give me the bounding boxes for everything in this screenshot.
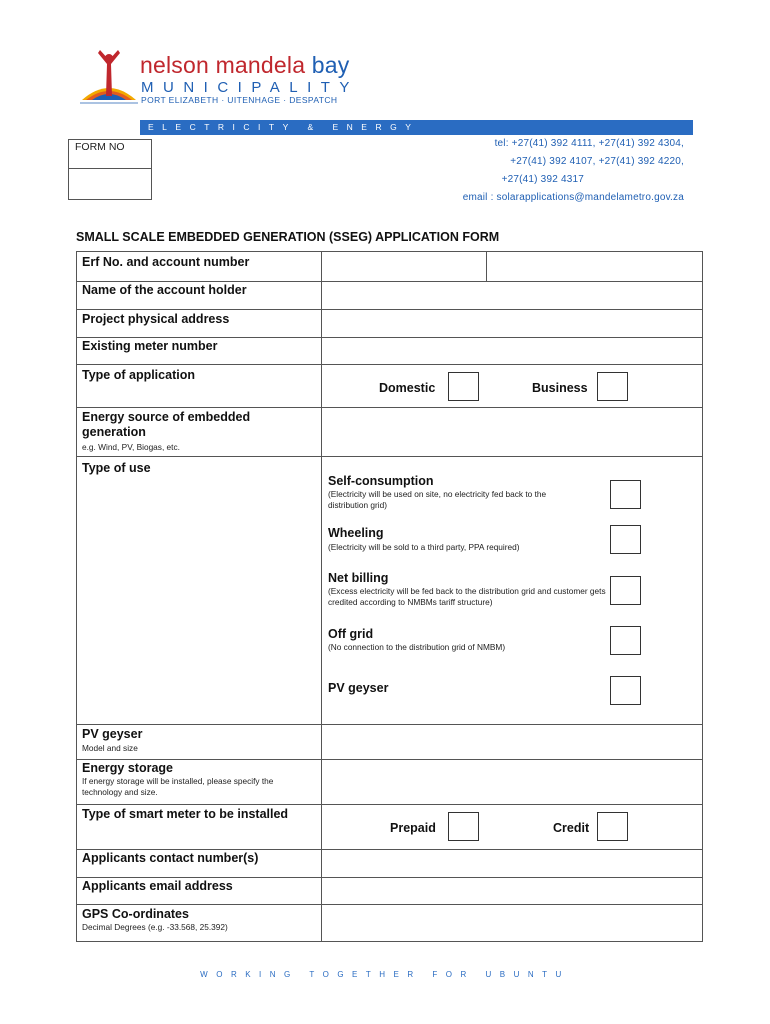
form-title: SMALL SCALE EMBEDDED GENERATION (SSEG) APPLICATION FORM xyxy=(76,230,500,244)
account-holder-field[interactable] xyxy=(322,282,702,308)
pv-geyser-field[interactable] xyxy=(322,725,702,758)
contact-number-field[interactable] xyxy=(322,850,702,876)
erf-number-field[interactable] xyxy=(322,253,485,280)
energy-source-hint: e.g. Wind, PV, Biogas, etc. xyxy=(82,442,180,452)
project-address-label: Project physical address xyxy=(82,312,230,326)
logo-wordmark-b: bay xyxy=(311,52,350,78)
logo-municipality: MUNICIPALITY xyxy=(141,79,359,96)
type-use-label: Type of use xyxy=(82,461,151,475)
gps-field[interactable] xyxy=(322,905,702,940)
department-label: ELECTRICITY & ENERGY xyxy=(148,122,420,132)
email-address-field[interactable] xyxy=(322,878,702,903)
pv-geyser-use-title: PV geyser xyxy=(328,681,389,695)
form-no-box xyxy=(68,139,152,200)
business-label: Business xyxy=(532,381,588,395)
business-checkbox[interactable] xyxy=(597,372,628,401)
energy-source-field[interactable] xyxy=(322,408,702,455)
contact-tel-2: +27(41) 392 4107, +27(41) 392 4220, xyxy=(510,156,684,167)
email-address-label: Applicants email address xyxy=(82,879,233,893)
wheeling-desc: (Electricity will be sold to a third party, PPA required) xyxy=(328,542,520,552)
municipality-logo-emblem xyxy=(78,48,140,106)
footer-slogan: WORKING TOGETHER FOR UBUNTU xyxy=(200,970,570,979)
contact-number-label: Applicants contact number(s) xyxy=(82,851,259,865)
wheeling-title: Wheeling xyxy=(328,526,384,540)
credit-label: Credit xyxy=(553,821,590,835)
logo-wordmark xyxy=(140,52,349,79)
gps-label: GPS Co-ordinates xyxy=(82,907,189,921)
pv-geyser-use-checkbox[interactable] xyxy=(610,676,641,705)
gps-hint: Decimal Degrees (e.g. -33.568, 25.392) xyxy=(82,922,228,932)
account-holder-label: Name of the account holder xyxy=(82,283,247,297)
energy-storage-field[interactable] xyxy=(322,760,702,803)
type-application-label: Type of application xyxy=(82,368,195,382)
credit-checkbox[interactable] xyxy=(597,812,628,841)
application-form-table xyxy=(76,251,703,942)
pv-geyser-label: PV geyser xyxy=(82,727,143,741)
off-grid-checkbox[interactable] xyxy=(610,626,641,655)
net-billing-checkbox[interactable] xyxy=(610,576,641,605)
erf-account-label: Erf No. and account number xyxy=(82,255,250,269)
energy-storage-hint: If energy storage will be installed, please specify the technology and size. xyxy=(82,776,274,797)
prepaid-label: Prepaid xyxy=(390,821,436,835)
domestic-label: Domestic xyxy=(379,381,436,395)
department-bar xyxy=(140,120,693,135)
self-consumption-desc: (Electricity will be used on site, no electricity fed back to the distribution grid) xyxy=(328,489,547,510)
prepaid-checkbox[interactable] xyxy=(448,812,479,841)
net-billing-desc: (Excess electricity will be fed back to the distribution grid and customer gets credited according to NMBMs tariff structure) xyxy=(328,586,606,607)
account-number-field[interactable] xyxy=(487,253,702,280)
pv-geyser-hint: Model and size xyxy=(82,743,138,753)
off-grid-desc: (No connection to the distribution grid of NMBM) xyxy=(328,642,506,652)
project-address-field[interactable] xyxy=(322,310,702,336)
contact-email: email : solarapplications@mandelametro.gov.za xyxy=(462,192,684,203)
off-grid-title: Off grid xyxy=(328,627,374,641)
logo-towns: PORT ELIZABETH · UITENHAGE · DESPATCH xyxy=(141,95,338,105)
domestic-checkbox[interactable] xyxy=(448,372,479,401)
contact-tel-1: tel: +27(41) 392 4111, +27(41) 392 4304, xyxy=(494,138,684,149)
energy-storage-label: Energy storage xyxy=(82,761,174,775)
form-no-label: FORM NO xyxy=(75,141,125,153)
net-billing-title: Net billing xyxy=(328,571,389,585)
smart-meter-label: Type of smart meter to be installed xyxy=(82,807,289,821)
meter-number-label: Existing meter number xyxy=(82,339,218,353)
energy-source-label: Energy source of embedded generation xyxy=(82,410,251,439)
wheeling-checkbox[interactable] xyxy=(610,525,641,554)
contact-tel-3: +27(41) 392 4317 xyxy=(501,174,584,185)
self-consumption-checkbox[interactable] xyxy=(610,480,641,509)
logo-wordmark-a: nelson mandela xyxy=(140,52,312,78)
meter-number-field[interactable] xyxy=(322,338,702,363)
self-consumption-title: Self-consumption xyxy=(328,474,434,488)
